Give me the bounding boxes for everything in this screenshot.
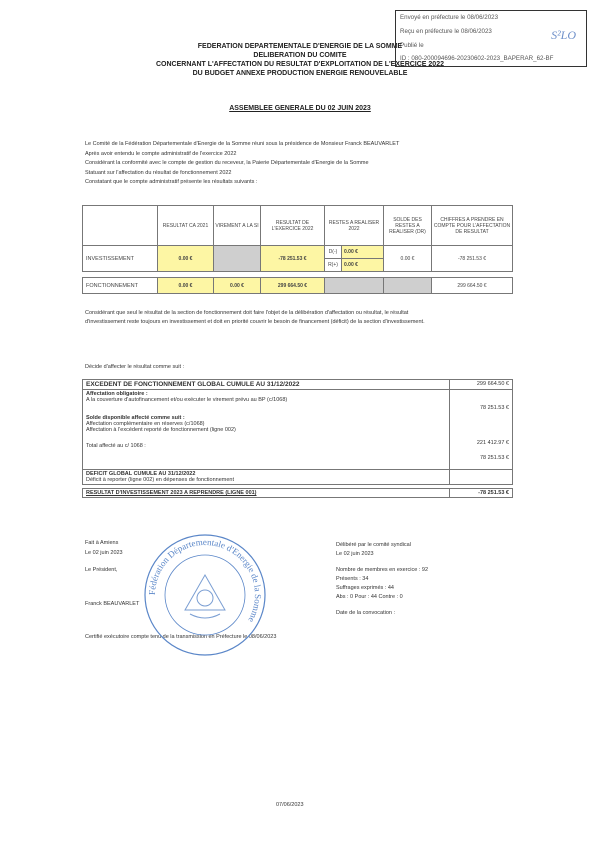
cell-rar-r: 0.00 € — [342, 259, 384, 272]
cell-virement — [214, 246, 261, 272]
cell-ca2021: 0.00 € — [158, 246, 214, 272]
sign-place: Fait à Amiens — [85, 540, 119, 546]
deliberated-text: Délibéré par le comité syndical — [336, 542, 411, 548]
footer-date: 07/06/2023 — [276, 802, 304, 808]
oblig-title: Affectation obligatoire : — [86, 391, 148, 397]
excedent-title: EXCEDENT DE FONCTIONNEMENT GLOBAL CUMULE AU 31/12/2022 — [83, 380, 450, 390]
col-header: CHIFFRES A PRENDRE EN COMPTE POUR L'AFFECTATION DE RESULTAT — [432, 206, 513, 246]
corner-cell — [83, 206, 158, 246]
col-header: RESULTAT CA 2021 — [158, 206, 214, 246]
stamp-received: Reçu en préfecture le 08/06/2023 — [400, 28, 492, 35]
dispo-reporte: Affectation à l'excédent reporté de fonctionnement (ligne 002) — [86, 427, 236, 433]
seal-emblem-icon — [185, 575, 225, 618]
col-header: RESULTAT DE L'EXERCICE 2022 — [261, 206, 325, 246]
cell-solde: 0.00 € — [384, 246, 432, 272]
affectation-details — [83, 390, 450, 470]
col-header: SOLDE DES RESTES A REALISER (DR) — [384, 206, 432, 246]
intro-line: Constatant que le compte administratif présente les résultats suivants : — [85, 179, 258, 185]
oblig-text: A la couverture d'autofinancement et/ou exécuter le virement prévu au BP (c/1068) — [86, 397, 288, 403]
intro-line: Considérant la conformité avec le compte de gestion du receveur, la Paierie Départementale d'Energie de la Somme — [85, 160, 369, 166]
deficit-cell — [83, 470, 450, 485]
seal-outer-ring — [145, 535, 265, 655]
header-deliberation: DELIBERATION DU COMITE — [253, 52, 347, 59]
deliberated-date: Le 02 juin 2023 — [336, 551, 374, 557]
cell-rar — [325, 278, 384, 294]
affectation-values — [450, 390, 513, 470]
decide-text: Décide d'affecter le résultat comme suit : — [85, 364, 185, 370]
votes-breakdown: Abs : 0 Pour : 44 Contre : 0 — [336, 594, 403, 600]
stamp-published: Publié le — [400, 42, 424, 49]
sign-name: Franck BEAUVARLET — [85, 601, 140, 607]
rar-r-label: R(+) — [325, 259, 342, 272]
deficit-text: Déficit à reporter (ligne 002) en dépenses de fonctionnement — [86, 477, 234, 483]
reporte-value: 221 412.97 € — [476, 440, 509, 446]
federation-seal — [140, 530, 270, 660]
cell-exercice: -78 251.53 € — [261, 246, 325, 272]
cell-rar-d: 0.00 € — [342, 246, 384, 259]
oblig-value: 78 251.53 € — [479, 405, 509, 411]
sign-date: Le 02 juin 2023 — [85, 550, 123, 556]
cell-virement: 0.00 € — [214, 278, 261, 294]
seal-inner-ring — [165, 555, 245, 635]
header-budget: DU BUDGET ANNEXE PRODUCTION ENERGIE RENOUVELABLE — [192, 70, 408, 77]
seal-ring-text: Fédération Départementale d'Energie de la Somme — [146, 536, 264, 625]
convocation-date: Date de la convocation : — [336, 610, 396, 616]
consider-line: d'investissement reste toujours en investissement et doit en priorité couvrir le besoin de financement (déficit) de la section d'investissement. — [85, 319, 425, 325]
votes-count: Suffrages exprimés : 44 — [336, 585, 394, 591]
cell-exercice: 299 664.50 € — [261, 278, 325, 294]
cell-total: -78 251.53 € — [432, 246, 513, 272]
members-count: Nombre de membres en exercice : 92 — [336, 567, 429, 573]
row-label-investissement: INVESTISSEMENT — [83, 246, 158, 272]
total-value: 78 251.53 € — [479, 455, 509, 461]
stamp-id: ID : 080-200094696-20230602-2023_BAPERAR_62-BF — [400, 55, 554, 62]
stamp-sent: Envoyé en préfecture le 08/06/2023 — [400, 14, 499, 21]
s2lo-logo: S²LO — [551, 28, 576, 42]
invest-label: RESULTAT D'INVESTISSEMENT 2023 A REPRENDRE (LIGNE 001) — [83, 489, 450, 498]
deficit-title: DEFICIT GLOBAL CUMULE AU 31/12/2022 — [86, 471, 196, 477]
present-count: Présents : 34 — [336, 576, 369, 582]
header-subject: CONCERNANT L'AFFECTATION DU RESULTAT D'EXPLOITATION DE L'EXERCICE 2022 — [156, 61, 444, 68]
dispo-title: Solde disponible affecté comme suit : — [86, 415, 185, 421]
meeting-title: ASSEMBLEE GENERALE DU 02 JUIN 2023 — [229, 105, 371, 112]
col-header: VIREMENT A LA SI — [214, 206, 261, 246]
dispo-reserves: Affectation complémentaire en réserves (c/1068) — [86, 421, 205, 427]
total-label: Total affecté au c/ 1068 : — [86, 443, 146, 449]
invest-value: -78 251.53 € — [450, 489, 513, 498]
results-table — [82, 205, 513, 294]
consider-line: Considérant que seul le résultat de la section de fonctionnement doit faire l'objet de la délibération d'affectation ou résultat, le résultat — [85, 310, 409, 316]
rar-d-label: D(-) — [325, 246, 342, 259]
intro-line: Statuant sur l'affectation du résultat de fonctionnement 2022 — [85, 170, 232, 176]
excedent-value: 299 664.50 € — [450, 380, 513, 390]
affectation-table — [82, 379, 513, 498]
header-federation: FEDERATION DEPARTEMENTALE D'ENERGIE DE LA SOMME — [197, 43, 403, 50]
intro-line: Le Comité de la Fédération Départementale d'Energie de la Somme réuni sous la présidence de Monsieur Franck BEAUVARLET — [85, 141, 400, 147]
cell-solde — [384, 278, 432, 294]
col-header: RESTES A REALISER 2022 — [325, 206, 384, 246]
intro-line: Après avoir entendu le compte administratif de l'exercice 2022 — [85, 151, 237, 157]
cell-ca2021: 0.00 € — [158, 278, 214, 294]
sign-certify: Certifié exécutoire compte tenu de la transmission en Préfecture le 08/06/2023 — [85, 634, 277, 640]
sign-president: Le Président, — [85, 567, 118, 573]
cell-total: 299 664.50 € — [432, 278, 513, 294]
row-label-fonctionnement: FONCTIONNEMENT — [83, 278, 158, 294]
